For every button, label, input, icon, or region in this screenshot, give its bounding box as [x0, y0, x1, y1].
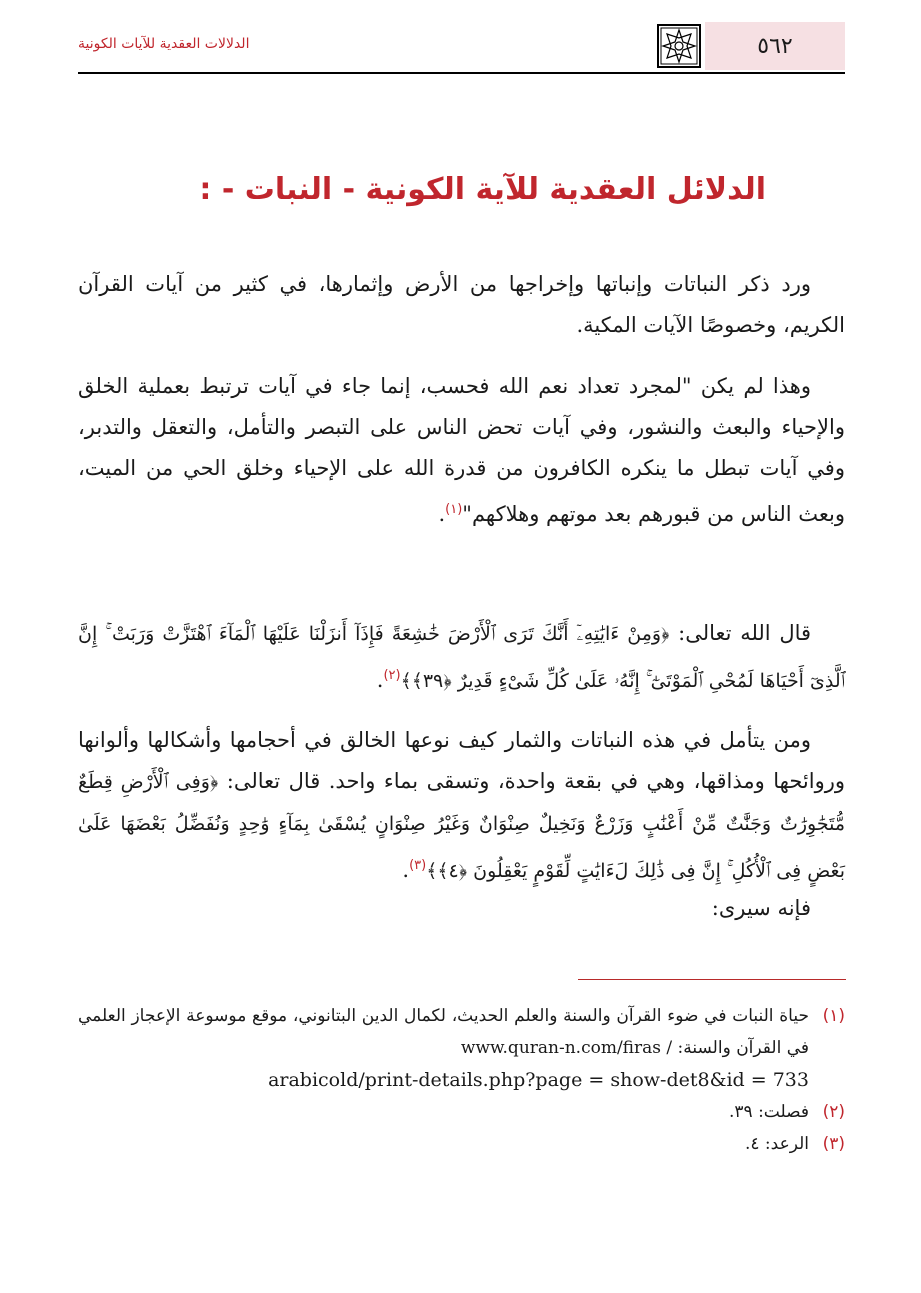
footnote-3 [78, 1128, 845, 1160]
footnote-url-part2[interactable]: arabicold/print-details.php?page = show-det8&id = 733 [268, 1069, 809, 1091]
header-rule [78, 72, 845, 74]
footnote-text: الرعد: ٤. [744, 1134, 809, 1154]
paragraph-2: وهذا لم يكن "لمجرد تعداد نعم الله فحسب، إنما جاء في آيات ترتبط بعملية الخلق والإحياء والبعث والنشور، وفي آيات تحض الناس على التبصر والتأمل، والتعقل والتدبر، وفي آيات تبطل ما ينكره الكافرون من قدرة الله على الإحياء وخلق الحي من الميت، وبعث الناس من قبورهم بعد موتهم وهلاكهم"$^{(١)}$. [78, 374, 845, 526]
footnote-2 [78, 1096, 845, 1128]
paragraph-3: قال الله تعالى: ﴿وَمِنْ ءَايَٰتِهِۦٓ أَنَّكَ تَرَى ٱلْأَرْضَ خَٰشِعَةً فَإِذَآ أَنزَلْنَا عَلَيْهَا ٱلْمَآءَ ٱهْتَزَّتْ وَرَبَتْ ۚ إِنَّ ٱلَّذِىٓ أَحْيَاهَا لَمُحْىِ ٱلْمَوْتَىٰٓ ۚ إِنَّهُۥ عَلَىٰ كُلِّ شَىْءٍ قَدِيرٌ ﴿٣٩﴾﴾$^{(٢)}$. [78, 621, 845, 692]
footnote-number: (١) [822, 1006, 845, 1026]
paragraph-4: ومن يتأمل في هذه النباتات والثمار كيف نوعها الخالق في أحجامها وأشكالها وألوانها وروائحها ومذاقها، وهي في بقعة واحدة، وتسقى بماء واحد. قال تعالى: ﴿وَفِى ٱلْأَرْضِ قِطَعٌ مُّتَجَٰوِرَٰتٌ وَجَنَّٰتٌ مِّنْ أَعْنَٰبٍ وَزَرْعٌ وَنَخِيلٌ صِنْوَانٌ وَغَيْرُ صِنْوَانٍ يُسْقَىٰ بِمَآءٍ وَٰحِدٍ وَنُفَضِّلُ بَعْضَهَا عَلَىٰ بَعْضٍ فِى ٱلْأُكُلِ ۚ إِنَّ فِى ذَٰلِكَ لَءَايَٰتٍ لِّقَوْمٍ يَعْقِلُونَ ﴿٤﴾﴾$^{(٣)}$. [78, 728, 845, 882]
running-title: الدلالات العقدية للآيات الكونية [78, 36, 250, 52]
page-number: ٥٦٢ [705, 22, 845, 70]
footnote-url-part1[interactable]: www.quran-n.com/firas / [460, 1038, 673, 1058]
paragraph-5 [78, 888, 845, 929]
footnote-text: فصلت: ٣٩. [729, 1102, 809, 1122]
paragraph-5-text: فإنه سيرى: [711, 896, 811, 920]
paragraph-1-text: ورد ذكر النباتات وإنباتها وإخراجها من الأرض وإثمارها، في كثير من آيات القرآن الكريم، وخصوصًا الآيات المكية. [78, 272, 845, 337]
ornament-icon [657, 24, 701, 68]
page-header [78, 22, 845, 74]
footnote-rule [578, 979, 846, 980]
quran-verse-fussilat: ﴿وَمِنْ ءَايَٰتِهِۦٓ أَنَّكَ تَرَى ٱلْأَرْضَ خَٰشِعَةً فَإِذَآ أَنزَلْنَا عَلَيْهَا ٱلْمَآءَ ٱهْتَزَّتْ وَرَبَتْ ۚ إِنَّ ٱلَّذِىٓ أَحْيَاهَا لَمُحْىِ ٱلْمَوْتَىٰٓ ۚ إِنَّهُۥ عَلَىٰ كُلِّ شَىْءٍ قَدِيرٌ ﴿٣٩﴾﴾ [78, 623, 845, 692]
paragraph-3-lead: قال الله تعالى: [669, 621, 812, 645]
footnote-text: حياة النبات في ضوء القرآن والسنة والعلم الحديث، لكمال الدين البتانوني، موقع موسوعة الإعجاز العلمي في القرآن والسنة: [78, 1006, 809, 1058]
paragraph-4-lead: ومن يتأمل في هذه النباتات والثمار كيف نوعها الخالق في أحجامها وأشكالها وألوانها وروائحها ومذاقها، وهي في بقعة واحدة، وتسقى بماء واحد. قال تعالى: [78, 728, 845, 793]
footnote-number: (٢) [822, 1102, 845, 1122]
footnote-ref-3[interactable]: (٣) [409, 858, 427, 873]
footnote-ref-2[interactable]: (٢) [383, 668, 401, 683]
quran-verse-raad: ﴿وَفِى ٱلْأَرْضِ قِطَعٌ مُّتَجَٰوِرَٰتٌ وَجَنَّٰتٌ مِّنْ أَعْنَٰبٍ وَزَرْعٌ وَنَخِيلٌ صِنْوَانٌ وَغَيْرُ صِنْوَانٍ يُسْقَىٰ بِمَآءٍ وَٰحِدٍ وَنُفَضِّلُ بَعْضَهَا عَلَىٰ بَعْضٍ فِى ٱلْأُكُلِ ۚ إِنَّ فِى ذَٰلِكَ لَءَايَٰتٍ لِّقَوْمٍ يَعْقِلُونَ ﴿٤﴾﴾ [78, 771, 845, 882]
paragraph-1 [78, 264, 845, 346]
footnote-1 [78, 1000, 845, 1064]
section-title: الدلائل العقدية للآية الكونية - النبات - : [199, 172, 766, 207]
footnote-ref-1[interactable]: (١) [445, 502, 463, 517]
footnote-number: (٣) [822, 1134, 845, 1154]
footnotes [78, 1000, 845, 1160]
paragraph-2-text: وهذا لم يكن "لمجرد تعداد نعم الله فحسب، إنما جاء في آيات ترتبط بعملية الخلق والإحياء والبعث والنشور، وفي آيات تحض الناس على التبصر والتأمل، والتعقل والتدبر، وفي آيات تبطل ما ينكره الكافرون من قدرة الله على الإحياء وخلق الحي من الميت، وبعث الناس من قبورهم بعد موتهم وهلاكهم" [78, 374, 845, 526]
